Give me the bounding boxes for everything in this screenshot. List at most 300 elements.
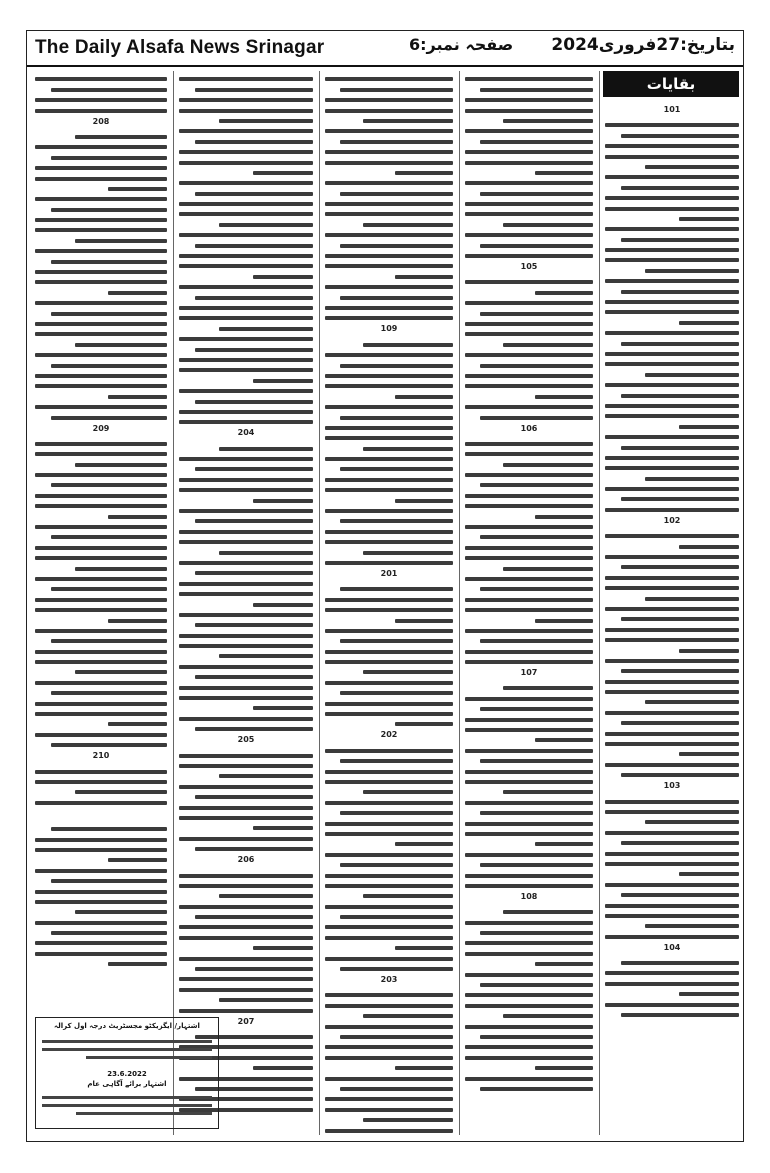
section-number: 104 [663,942,681,952]
text-line [535,962,593,966]
text-line [51,416,167,420]
text-line [679,545,739,549]
text-line [340,759,453,763]
text-line [219,447,313,451]
text-line [108,395,167,399]
text-line [645,477,739,481]
text-line [535,619,593,623]
text-line [179,202,313,206]
text-line [108,515,167,519]
text-line [179,530,313,534]
text-line [75,135,167,139]
text-line [605,248,739,252]
text-line [325,306,453,310]
text-line [325,712,453,716]
text-line [35,702,167,706]
column-5 [35,71,167,1011]
text-line [179,316,313,320]
text-line [35,952,167,956]
text-line [605,310,739,314]
text-line [35,452,167,456]
text-line [535,515,593,519]
text-line [679,649,739,653]
text-line [195,967,313,971]
text-line [465,181,593,185]
text-line [51,879,167,883]
text-line [480,483,593,487]
text-line [219,119,313,123]
text-line [179,696,313,700]
text-line [179,478,313,482]
text-line [325,285,453,289]
text-line [645,924,739,928]
text-line [195,847,313,851]
text-line [605,904,739,908]
text-line [35,629,167,633]
text-line [325,150,453,154]
text-line [325,1025,453,1029]
text-line [465,301,593,305]
text-line [179,785,313,789]
text-line [325,993,453,997]
text-line [465,77,593,81]
text-line [35,941,167,945]
text-line [465,556,593,560]
text-line [605,534,739,538]
text-line [363,894,453,898]
text-line [51,312,167,316]
column-rule [459,71,460,1135]
text-line [465,473,593,477]
text-line [645,269,739,273]
text-line [179,613,313,617]
text-line [325,608,453,612]
text-line [465,405,593,409]
text-line [465,374,593,378]
text-line [195,348,313,352]
text-line [35,608,167,612]
text-line [605,258,739,262]
text-line [535,291,593,295]
text-line [195,244,313,248]
text-line [253,603,313,607]
text-line [179,925,313,929]
text-line [325,660,453,664]
official-notice [35,1017,219,1129]
text-line [179,1009,313,1013]
text-line [605,404,739,408]
text-line [465,770,593,774]
text-line [621,773,739,777]
text-line [621,290,739,294]
section-number: 202 [380,730,398,740]
text-line [179,285,313,289]
text-line [195,915,313,919]
text-line [35,504,167,508]
text-line [75,239,167,243]
text-line [108,291,167,295]
text-line [480,931,593,935]
text-line [35,733,167,737]
text-line [179,150,313,154]
text-line [621,893,739,897]
text-line [340,639,453,643]
text-line [325,650,453,654]
text-line [253,826,313,830]
text-line [325,374,453,378]
text-line [480,759,593,763]
text-line [465,853,593,857]
text-line [480,244,593,248]
text-line [325,936,453,940]
section-number: 106 [520,423,538,433]
text-line [340,1087,453,1091]
column-2 [465,71,593,1135]
text-line [179,816,313,820]
text-line [179,764,313,768]
text-line [645,700,739,704]
text-line [179,905,313,909]
text-line [35,801,167,805]
text-line [325,426,453,430]
text-line [480,535,593,539]
text-line [179,634,313,638]
text-line [325,801,453,805]
text-line [535,395,593,399]
text-line [108,962,167,966]
text-line [465,150,593,154]
text-line [395,619,453,623]
text-line [605,935,739,939]
text-line [503,463,593,467]
text-line [480,192,593,196]
section-number: 109 [380,324,398,334]
text-line [535,738,593,742]
text-line [465,280,593,284]
text-line [219,894,313,898]
text-line [465,993,593,997]
text-line [465,650,593,654]
text-line [35,301,167,305]
text-line [35,838,167,842]
text-line [35,270,167,274]
paper-name: The Daily Alsafa News Srinagar [35,37,325,58]
text-line [465,749,593,753]
text-line [395,275,453,279]
text-line [395,842,453,846]
text-line [179,754,313,758]
text-line [51,691,167,695]
text-line [621,342,739,346]
text-line [465,1077,593,1081]
text-line [35,525,167,529]
text-line [51,483,167,487]
notice-title: اشتہار/ ایگزیکٹو مجسٹریٹ درجہ اول کرالہ [54,1022,200,1030]
text-line [325,98,453,102]
text-line [340,519,453,523]
text-line [35,177,167,181]
text-line [503,686,593,690]
text-line [325,1097,453,1101]
text-line [340,967,453,971]
text-line [605,352,739,356]
text-line [219,551,313,555]
text-line [179,592,313,596]
text-line [179,644,313,648]
text-line [503,223,593,227]
text-line [325,629,453,633]
text-line [179,837,313,841]
text-line [51,535,167,539]
text-line [35,322,167,326]
notice-text-line [42,1096,212,1099]
text-line [179,717,313,721]
text-line [325,925,453,929]
text-line [325,316,453,320]
text-line [480,811,593,815]
text-line [679,217,739,221]
text-line [195,571,313,575]
text-line [363,447,453,451]
text-line [480,312,593,316]
column-rule [599,71,600,1135]
text-line [605,711,739,715]
text-line [465,952,593,956]
text-line [179,884,313,888]
section-number: 108 [520,891,538,901]
text-line [605,1003,739,1007]
notice-text-line [86,1056,212,1059]
text-line [465,832,593,836]
text-line [179,806,313,810]
text-line [35,197,167,201]
text-line [219,654,313,658]
text-line [35,353,167,357]
text-line [325,874,453,878]
text-line [465,161,593,165]
text-line [325,457,453,461]
text-line [621,617,739,621]
text-line [480,707,593,711]
text-line [253,499,313,503]
text-line [179,77,313,81]
text-line [465,660,593,664]
text-line [465,973,593,977]
text-line [325,1129,453,1133]
text-line [340,863,453,867]
text-line [465,921,593,925]
text-line [179,457,313,461]
text-line [645,820,739,824]
text-line [219,998,313,1002]
text-line [325,853,453,857]
text-line [480,983,593,987]
text-line [465,332,593,336]
text-line [621,497,739,501]
column-rule [173,71,174,1135]
text-line [395,722,453,726]
text-line [465,452,593,456]
text-line [325,1077,453,1081]
text-line [605,810,739,814]
section-number: 107 [520,668,538,678]
text-line [340,691,453,695]
text-line [465,941,593,945]
text-line [605,279,739,283]
text-line [621,669,739,673]
text-line [51,587,167,591]
text-line [605,155,739,159]
text-line [605,680,739,684]
text-line [605,628,739,632]
text-line [605,175,739,179]
text-line [679,992,739,996]
text-line [645,165,739,169]
text-line [35,598,167,602]
text-line [35,869,167,873]
text-line [195,467,313,471]
text-line [179,264,313,268]
text-line [35,77,167,81]
text-line [340,296,453,300]
text-line [395,946,453,950]
column-1 [605,101,739,1135]
text-line [325,233,453,237]
text-line [605,300,739,304]
section-number: 206 [237,855,255,865]
text-line [465,697,593,701]
text-line [35,280,167,284]
text-line [503,119,593,123]
text-line [179,109,313,113]
text-line [325,181,453,185]
section-number [35,809,167,821]
text-line [480,1035,593,1039]
text-line [35,228,167,232]
text-line [325,264,453,268]
text-line [395,395,453,399]
text-line [465,598,593,602]
text-line [195,296,313,300]
text-line [35,660,167,664]
text-line [325,749,453,753]
text-line [605,331,739,335]
text-line [621,1013,739,1017]
text-line [465,322,593,326]
text-line [195,140,313,144]
text-line [535,842,593,846]
text-line [465,233,593,237]
text-line [340,88,453,92]
text-line [35,374,167,378]
text-line [75,670,167,674]
text-line [465,546,593,550]
text-line [605,466,739,470]
text-line [605,982,739,986]
text-line [621,238,739,242]
text-line [219,223,313,227]
text-line [179,561,313,565]
text-line [503,1014,593,1018]
text-line [108,619,167,623]
text-line [179,212,313,216]
text-line [35,770,167,774]
text-line [195,400,313,404]
text-line [363,551,453,555]
text-line [35,921,167,925]
text-line [35,98,167,102]
text-line [325,509,453,513]
text-line [465,254,593,258]
text-line [465,504,593,508]
text-line [35,780,167,784]
text-line [621,721,739,725]
text-line [179,488,313,492]
text-line [340,915,453,919]
text-line [325,681,453,685]
text-line [605,362,739,366]
text-line [605,435,739,439]
text-line [465,728,593,732]
text-line [465,718,593,722]
section-number: 204 [237,428,255,438]
text-line [621,841,739,845]
text-line [503,910,593,914]
text-line [465,442,593,446]
text-line [35,405,167,409]
text-line [465,822,593,826]
text-line [480,416,593,420]
text-line [51,364,167,368]
section-number: 105 [520,262,538,272]
text-line [179,181,313,185]
text-line [35,848,167,852]
text-line [503,567,593,571]
text-line [179,686,313,690]
text-line [35,650,167,654]
text-line [465,202,593,206]
text-line [465,109,593,113]
text-line [605,732,739,736]
text-line [679,752,739,756]
text-line [340,192,453,196]
column-3 [325,71,453,1135]
text-line [179,936,313,940]
section-title: بقایات [603,71,739,97]
text-line [179,233,313,237]
text-line [503,343,593,347]
text-line [605,831,739,835]
text-line [480,140,593,144]
text-line [605,586,739,590]
text-line [51,88,167,92]
text-line [35,384,167,388]
text-line [35,473,167,477]
section-number: 207 [237,1016,255,1026]
text-line [179,874,313,878]
text-line [179,161,313,165]
text-line [605,742,739,746]
text-line [645,373,739,377]
notice-text-line [42,1040,212,1043]
text-line [465,494,593,498]
text-line [179,306,313,310]
text-line [195,192,313,196]
text-line [35,249,167,253]
text-line [340,587,453,591]
text-line [253,946,313,950]
text-line [621,394,739,398]
